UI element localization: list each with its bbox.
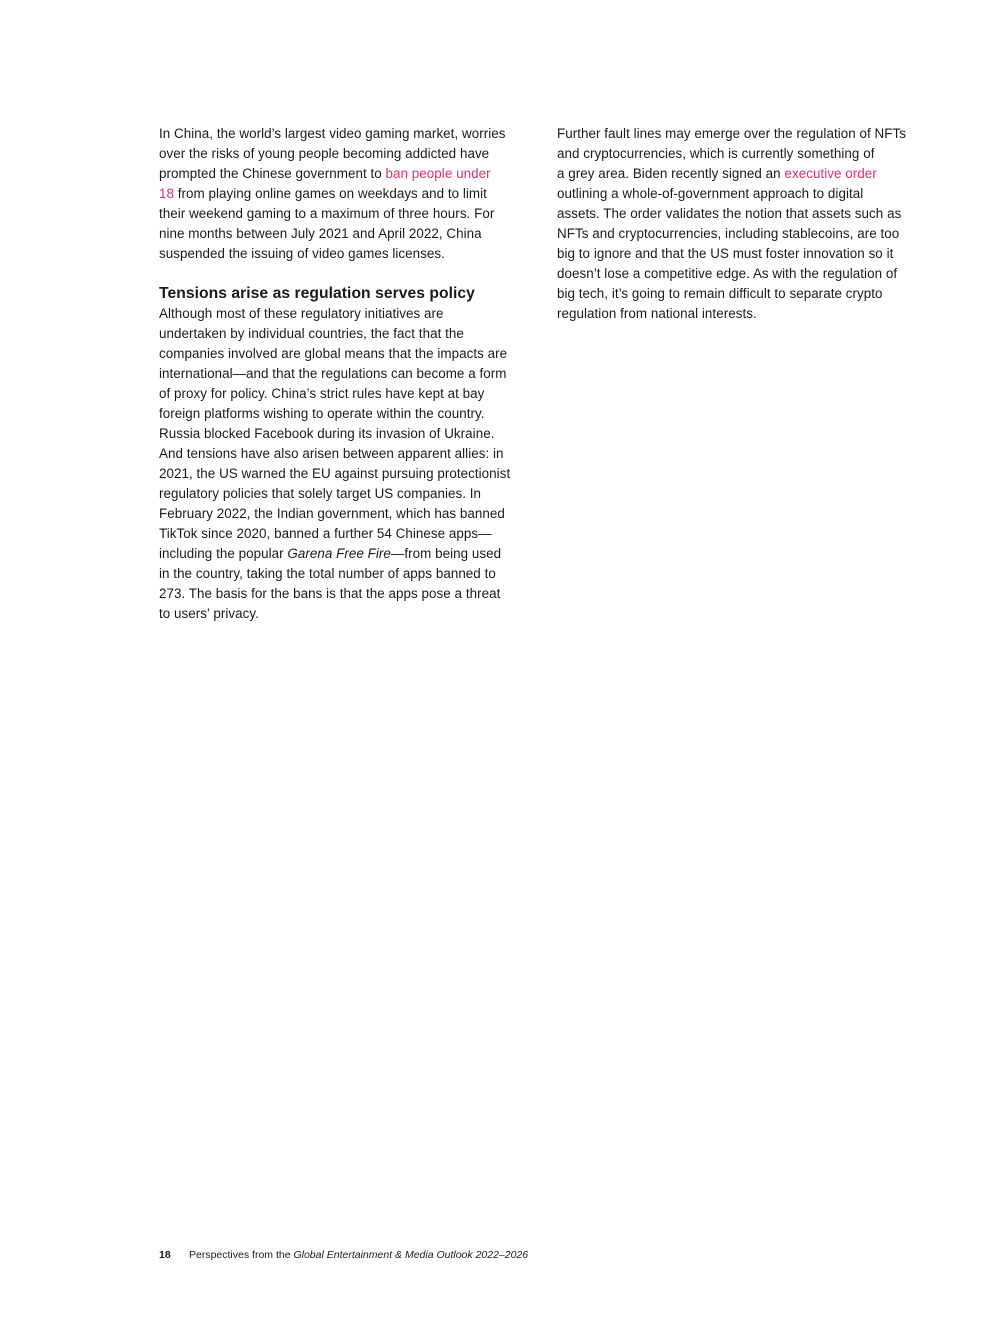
text-line: over the risks of young people becoming addicted have: [159, 146, 490, 161]
text-line: to users’ privacy.: [159, 606, 259, 621]
text-line: foreign platforms wishing to operate within the country.: [159, 406, 485, 421]
text-segment: a grey area. Biden recently signed an: [557, 166, 785, 181]
text-line: [557, 164, 929, 184]
text-line: [159, 164, 531, 184]
executive-order-link[interactable]: executive order: [784, 166, 877, 181]
text-segment: including the popular: [159, 546, 288, 561]
text-line: assets. The order validates the notion that assets such as: [557, 206, 902, 221]
text-line: regulation from national interests.: [557, 306, 757, 321]
right-column: [557, 124, 929, 324]
text-line: of proxy for policy. China’s strict rules have kept at bay: [159, 386, 485, 401]
tensions-paragraph: [159, 304, 531, 624]
text-line: TikTok since 2020, banned a further 54 Chinese apps—: [159, 526, 492, 541]
text-line: 273. The basis for the bans is that the apps pose a threat: [159, 586, 501, 601]
ban-people-under-18-link[interactable]: ban people under: [385, 166, 491, 181]
section-heading: Tensions arise as regulation serves policy: [159, 285, 475, 302]
text-line: and cryptocurrencies, which is currently something of: [557, 146, 875, 161]
text-line: their weekend gaming to a maximum of three hours. For: [159, 206, 495, 221]
text-line: companies involved are global means that the impacts are: [159, 346, 508, 361]
text-line: international—and that the regulations can become a form: [159, 366, 507, 381]
text-line: [159, 544, 531, 564]
app-name-italic: Garena Free Fire: [287, 546, 391, 561]
text-line: undertaken by individual countries, the fact that the: [159, 326, 464, 341]
text-line: Further fault lines may emerge over the regulation of NFTs: [557, 126, 906, 141]
text-line: Although most of these regulatory initiatives are: [159, 306, 444, 321]
text-line: nine months between July 2021 and April 2022, China: [159, 226, 482, 241]
text-line: outlining a whole-of-government approach to digital: [557, 186, 864, 201]
page-number: 18: [159, 1249, 171, 1261]
text-line: February 2022, the Indian government, which has banned: [159, 506, 505, 521]
ban-people-under-18-link-cont[interactable]: 18: [159, 186, 174, 201]
text-segment: prompted the Chinese government to: [159, 166, 386, 181]
text-line: big tech, it’s going to remain difficult to separate crypto: [557, 286, 883, 301]
text-line: Russia blocked Facebook during its invasion of Ukraine.: [159, 426, 495, 441]
page-footer: [159, 1247, 528, 1263]
text-line: regulatory policies that solely target US companies. In: [159, 486, 482, 501]
text-line: NFTs and cryptocurrencies, including stablecoins, are too: [557, 226, 900, 241]
crypto-paragraph: [557, 124, 929, 324]
text-line: And tensions have also arisen between apparent allies: in: [159, 446, 504, 461]
publication-title: Global Entertainment & Media Outlook 2022–2026: [293, 1249, 529, 1261]
text-line: doesn’t lose a competitive edge. As with the regulation of: [557, 266, 898, 281]
left-column: [159, 124, 531, 624]
text-segment: from playing online games on weekdays and to limit: [174, 186, 487, 201]
china-gaming-paragraph: [159, 124, 531, 264]
text-line: in the country, taking the total number of apps banned to: [159, 566, 496, 581]
footer-prefix: Perspectives from the: [189, 1249, 294, 1261]
text-line: suspended the issuing of video games licenses.: [159, 246, 445, 261]
text-segment: —from being used: [390, 546, 502, 561]
text-line: big to ignore and that the US must foster innovation so it: [557, 246, 894, 261]
text-line: In China, the world’s largest video gaming market, worries: [159, 126, 506, 141]
text-line: 2021, the US warned the EU against pursuing protectionist: [159, 466, 511, 481]
text-line: [159, 184, 531, 204]
